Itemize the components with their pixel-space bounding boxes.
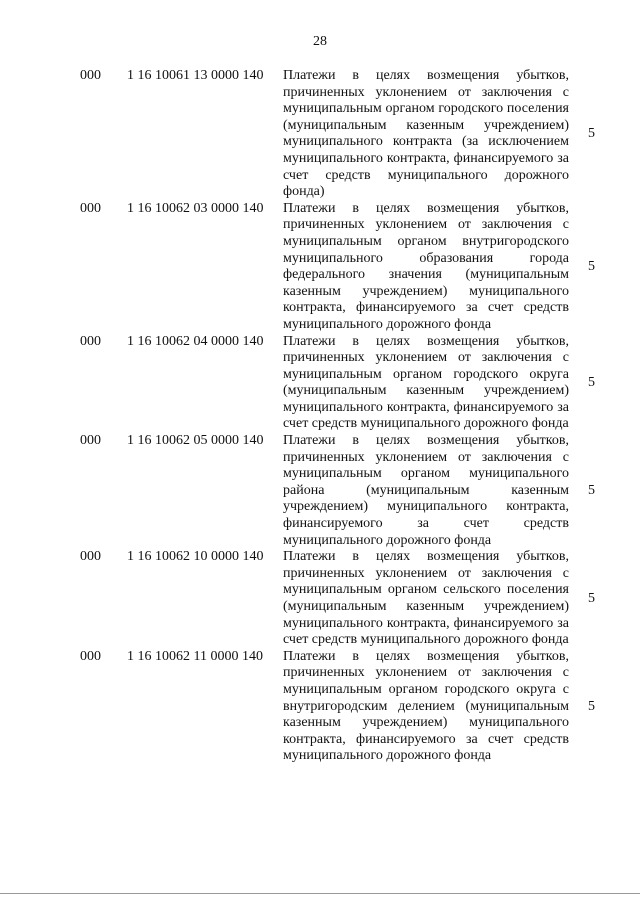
- allocation-norm: 5: [588, 591, 595, 606]
- budget-classification-code: 1 16 10062 03 0000 140: [127, 200, 264, 216]
- revenue-table: [0, 68, 640, 765]
- allocation-norm: 5: [588, 698, 595, 714]
- revenue-description: Платежи в целях возмещения убытков, причиненных уклонением от заключения с муниципальным органом внутригородского муниципального образования города федерального значения (муниципальным казенным учреждением) муниципального контракта, финансируемого за счет средств муниципального дорожного фонда: [283, 200, 569, 332]
- admin-code: 000: [80, 549, 101, 565]
- revenue-description: Платежи в целях возмещения убытков, причиненных уклонением от заключения с муниципальным органом сельского поселения (муниципальным казенным учреждением) муниципального контракта, финансируемого за счет средств муниципального дорожного фонда: [283, 549, 569, 648]
- budget-classification-code: 1 16 10061 13 0000 140: [127, 68, 264, 83]
- page-number: 28: [313, 34, 327, 49]
- budget-classification-code: 1 16 10062 04 0000 140: [127, 333, 264, 349]
- table-row: [0, 649, 640, 765]
- scan-edge-divider: [0, 893, 640, 894]
- revenue-description: Платежи в целях возмещения убытков, причиненных уклонением от заключения с муниципальным органом муниципального района (муниципальным казенным учреждением) муниципального контракта, финансируемого за счет средств муниципального дорожного фонда: [283, 433, 569, 548]
- admin-code: 000: [80, 200, 101, 216]
- allocation-norm: 5: [588, 259, 595, 275]
- budget-classification-code: 1 16 10062 05 0000 140: [127, 433, 264, 449]
- allocation-norm: 5: [588, 375, 595, 391]
- table-row: [0, 433, 640, 549]
- budget-classification-code: 1 16 10062 11 0000 140: [127, 648, 263, 664]
- revenue-description: Платежи в целях возмещения убытков, причиненных уклонением от заключения с муниципальным органом городского округа (муниципальным казенным учреждением) муниципального контракта, финансируемого за счет средств муниципального дорожного фонда: [283, 333, 569, 432]
- table-row: [0, 68, 640, 201]
- revenue-description: Платежи в целях возмещения убытков, причиненных уклонением от заключения с муниципальным органом городского округа с внутригородским делением (муниципальным казенным учреждением) муниципального контракта, финансируемого за счет средств муниципального дорожного фонда: [283, 648, 569, 764]
- revenue-description: Платежи в целях возмещения убытков, причиненных уклонением от заключения с муниципальным органом городского поселения (муниципальным казенным учреждением) муниципального контракта (за исключением муниципального контракта, финансируемого за счет средств муниципального дорожного фонда): [283, 68, 569, 200]
- table-row: [0, 201, 640, 334]
- budget-classification-code: 1 16 10062 10 0000 140: [127, 549, 264, 565]
- admin-code: 000: [80, 648, 101, 664]
- admin-code: 000: [80, 333, 101, 349]
- admin-code: 000: [80, 68, 101, 83]
- allocation-norm: 5: [588, 483, 595, 499]
- table-row: [0, 549, 640, 649]
- table-row: [0, 334, 640, 434]
- admin-code: 000: [80, 433, 101, 449]
- allocation-norm: 5: [588, 126, 595, 142]
